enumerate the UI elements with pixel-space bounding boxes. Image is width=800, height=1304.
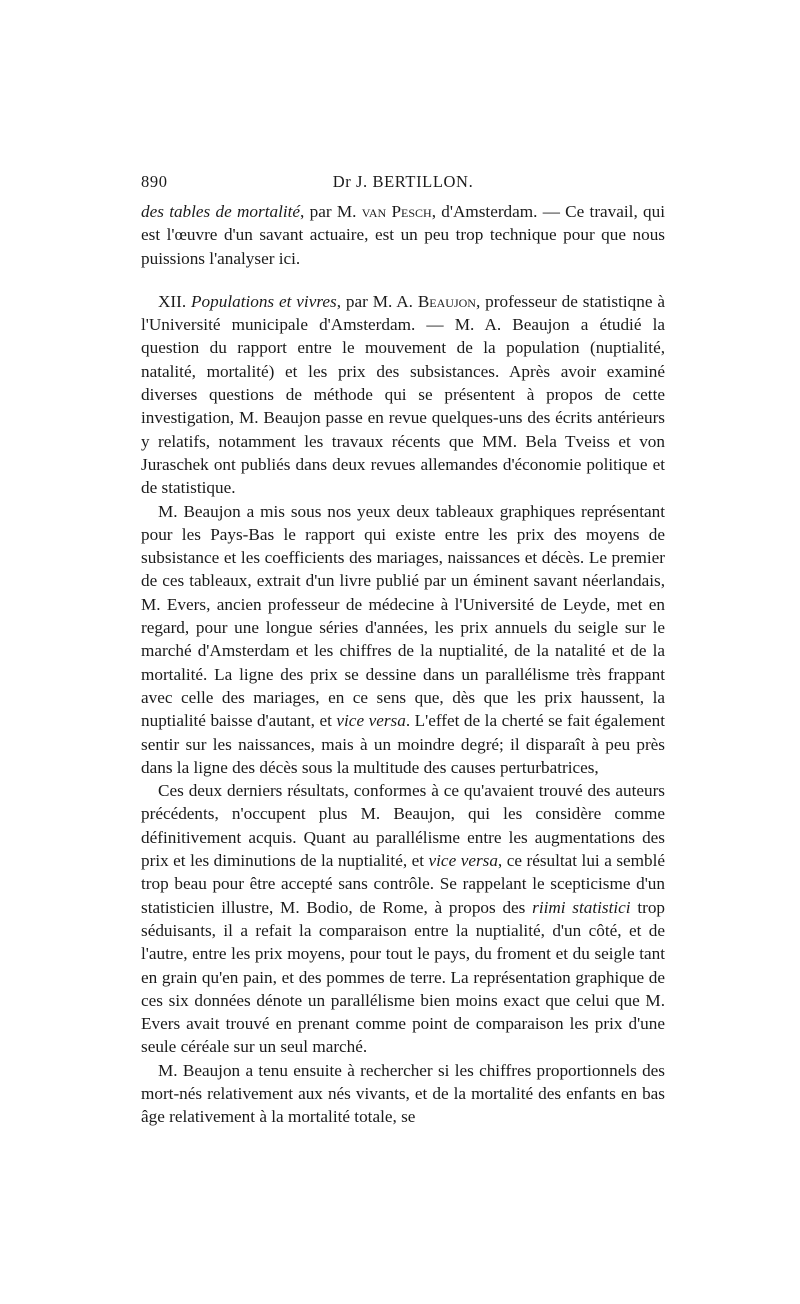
text-span: , par M. A. [336,291,418,311]
text-span: vice versa [428,851,498,871]
author-name: Beaujon [417,291,476,311]
book-page [141,172,665,1129]
text-span: , ce résultat lui a semblé trop beau pour être accepté sans contrôle. Se rappelant le scepticisme d'un statisticien illustre, M. Bodio, de Rome, à propos des [141,851,665,917]
section-number: XII. [158,291,192,311]
running-head: Dr J. BERTILLON. [332,172,474,191]
paragraph-graphic-tables [141,500,665,780]
text-span: vice versa [336,711,406,731]
paragraph-parallelism [141,779,665,1059]
text-span: M. Beaujon a tenu ensuite à rechercher si les chiffres proportionnels des mort-nés relativement aux nés vivants, et de la mortalité des enfants en bas âge relativement à la mortalité totale, se [141,1060,665,1127]
paragraph-still-births [141,1059,665,1129]
text-span: , d'Amsterdam. — Ce travail, qui est l'œuvre d'un savant actuaire, est un peu trop technique pour que nous puissions l'analyser ici. [141,202,665,268]
text-span: Ces deux derniers résultats, conformes à ce qu'avaient trouvé des auteurs précédents, n'occupent plus M. Beaujon, qui les considère comme définitivement acquis. Quant au parallélisme entre les augmentations des prix et les diminutions de la nuptialité, et [141,781,665,871]
page-header [141,172,665,200]
author-name: van Pesch [361,202,432,221]
page-number: 890 [141,172,168,191]
text-span: , par M. [300,202,362,221]
text-span: , professeur de statistiqne à l'Université municipale d'Amsterdam. — M. A. Beaujon a étudié la question du rapport entre le mouvement de la population (nuptialité, natalité, mortalité) et les prix des subsistances. Après avoir examiné diverses questions de méthode qui se présentent à propos de cette investigation, M. Beaujon passe en revue quelques-uns des écrits antérieurs y relatifs, notamment les travaux récents que MM. Bela Tveiss et von Juraschek ont publiés dans deux revues allemandes d'économie politique et de statistique. [141,291,665,498]
text-span: . L'effet de la cherté se fait également sentir sur les naissances, mais à un moindre degré; il disparaît à peu près dans la ligne des décès sous la multitude des causes perturbatrices, [141,711,665,777]
paragraph-section-xii [141,290,665,500]
text-span: des tables de mortalité [141,202,301,221]
text-span: trop séduisants, il a refait la comparaison entre la nuptialité, d'un côté, et de l'autre, entre les prix moyens, pour tout le pays, du froment et du seigle tant en grain qu'en pain, et des pommes de terre. La représentation graphique de ces six données dénote un parallélisme bien moins exact que celui que M. Evers avait trouvé en prenant comme point de comparaison les prix d'une seule céréale sur un seul marché. [141,897,666,1057]
text-span: M. Beaujon a mis sous nos yeux deux tableaux graphiques représentant pour les Pays-Bas le rapport qui existe entre les prix des moyens de subsistance et les coefficients des mariages, naissances et décès. Le premier de ces tableaux, extrait d'un livre publié par un éminent savant néerlandais, M. Evers, ancien professeur de médecine à l'Université de Leyde, met en regard, pour une longue séries d'années, les prix annuels du seigle sur le marché d'Amsterdam et les chiffres de la nuptialité, de la natalité et de la mortalité. La ligne des prix se dessine dans un parallélisme très frappant avec celle des mariages, en ce sens que, dès que les prix haussent, la nuptialité baisse d'autant, et [141,501,665,731]
section-title: Populations et vivres [191,291,337,311]
text-span: riimi statistici [532,897,631,917]
paragraph-van-pesch-continuation [141,200,665,270]
